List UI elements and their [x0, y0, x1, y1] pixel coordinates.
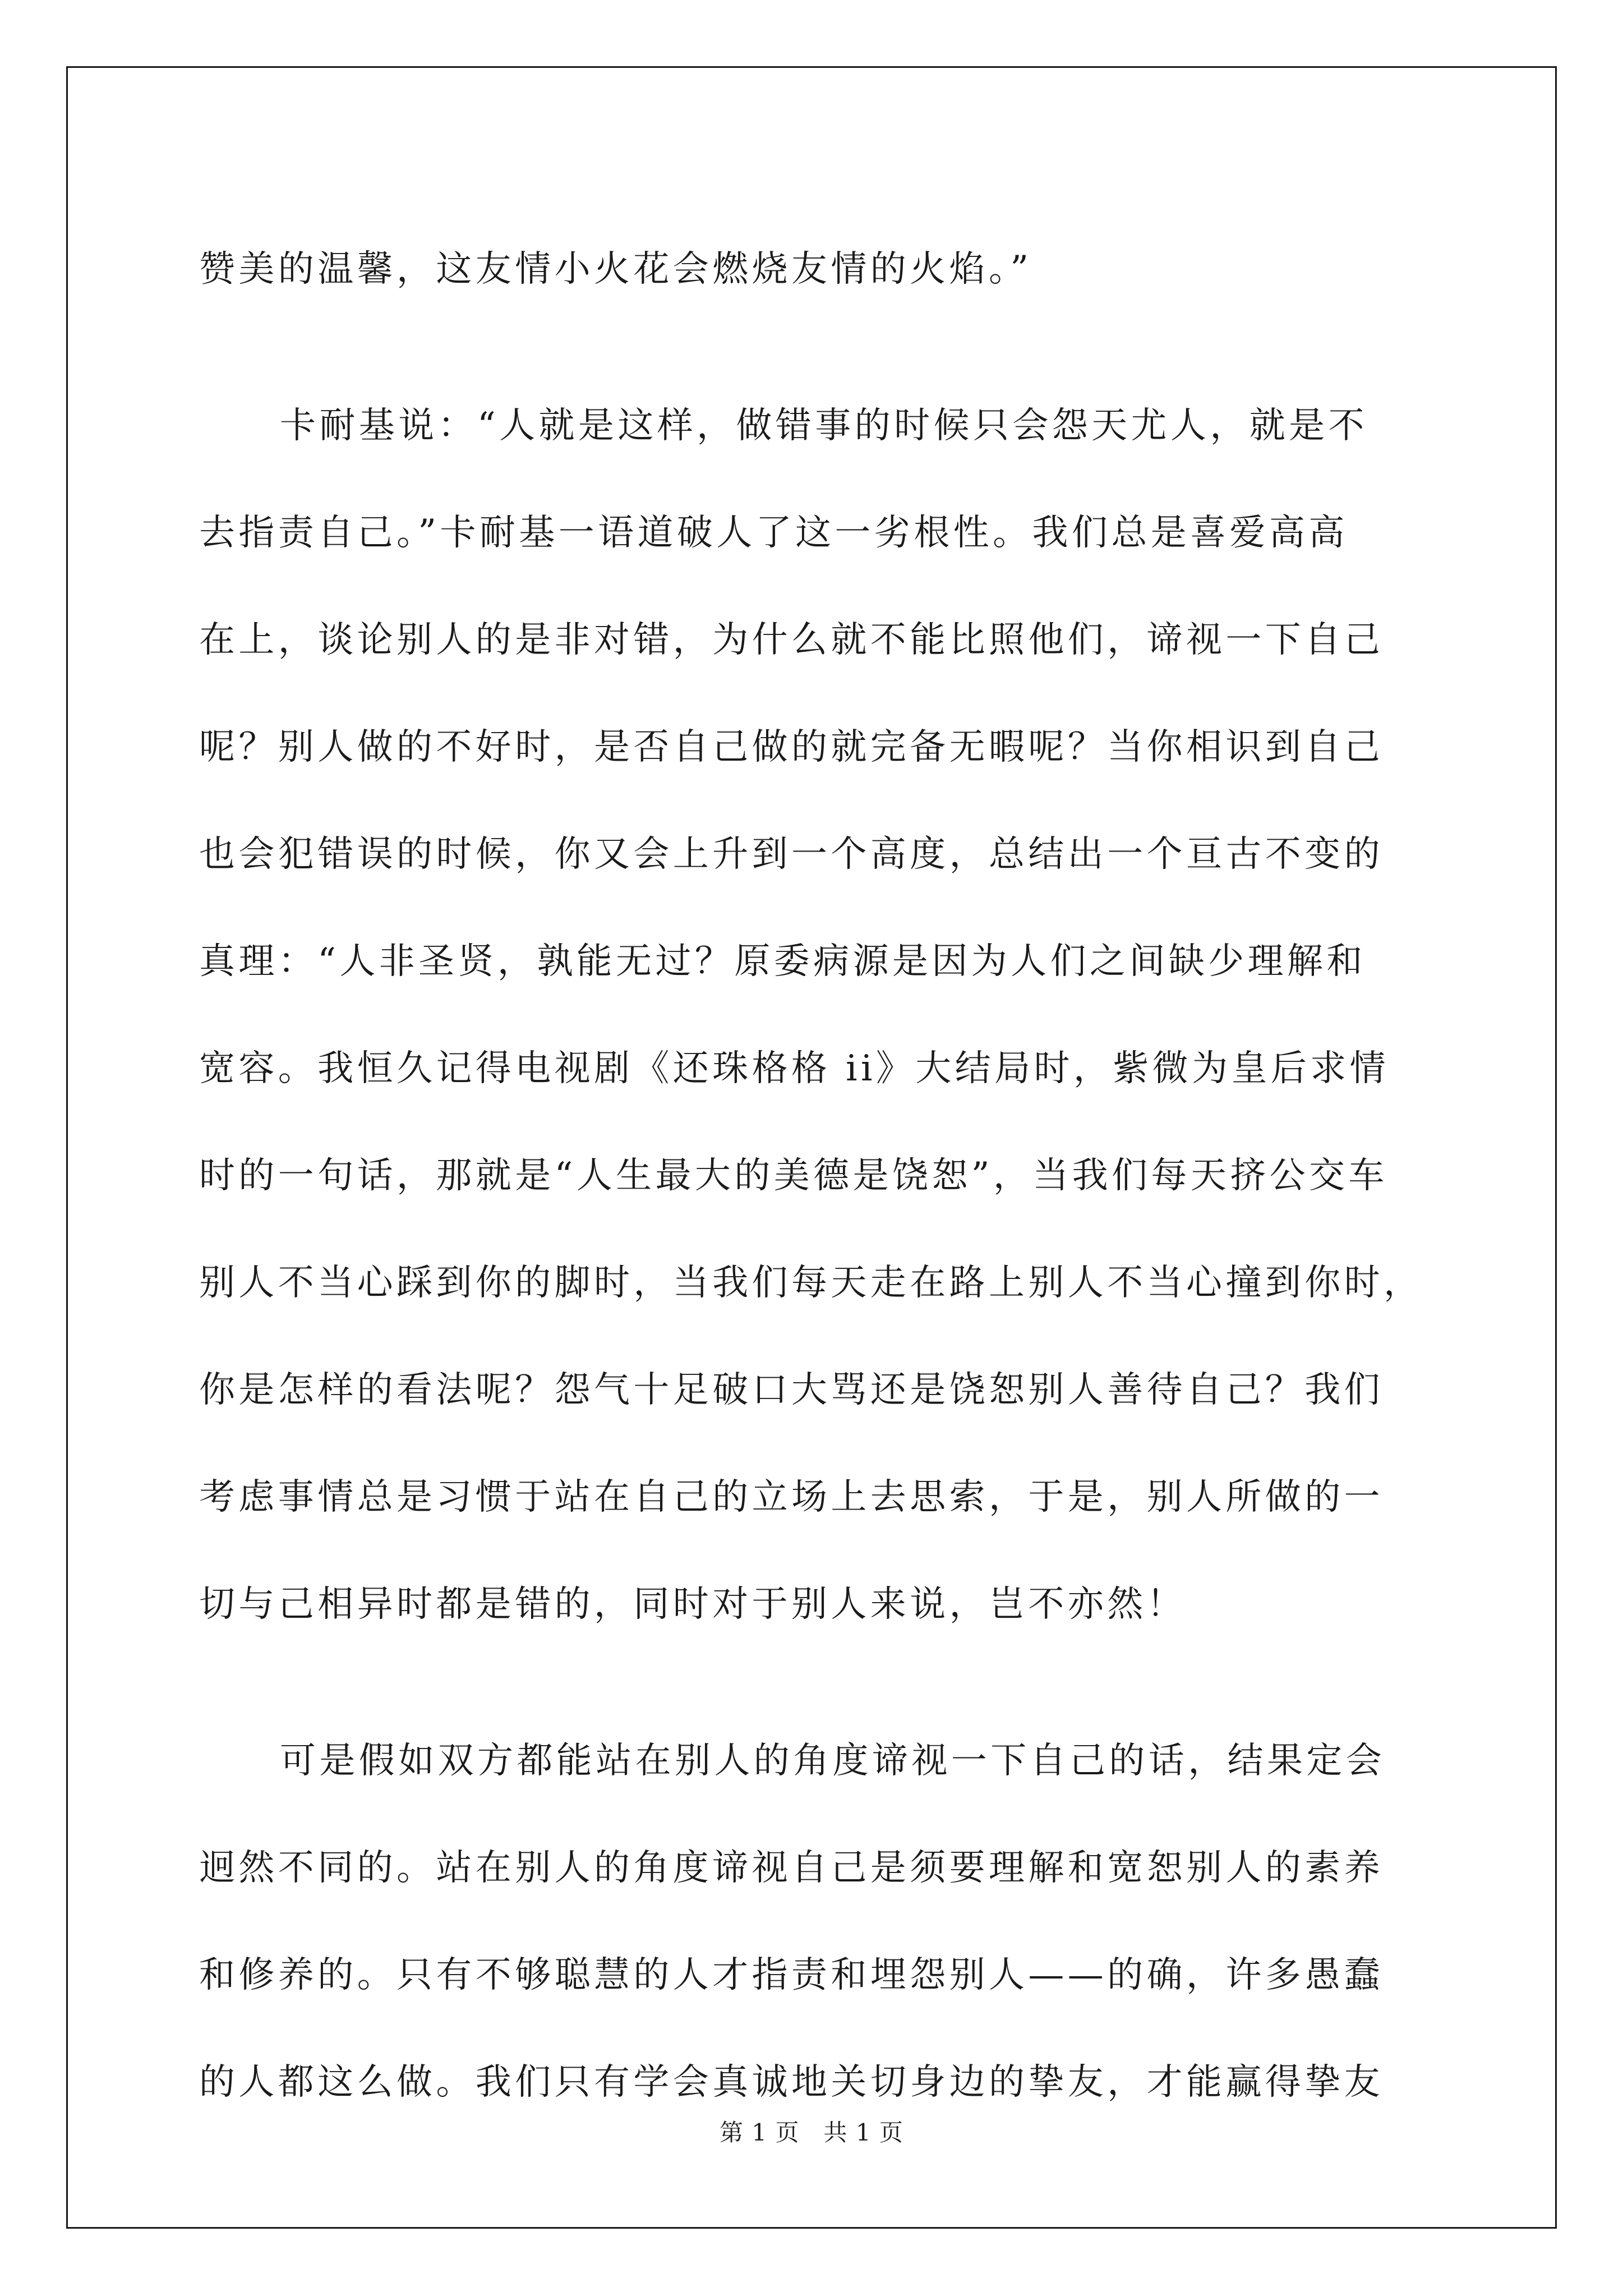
- paragraph-2-line-10: 你是怎样的看法呢？怨气十足破口大骂还是饶恕别人善待自己？我们: [199, 1369, 1384, 1411]
- paragraph-2-line-6: 真理：“人非圣贤，孰能无过？原委病源是因为人们之间缺少理解和: [199, 941, 1366, 982]
- paragraph-2-line-11: 考虑事情总是习惯于站在自己的立场上去思索，于是，别人所做的一: [199, 1476, 1384, 1518]
- paragraph-1-line-1: 赞美的温馨，这友情小火花会燃烧友情的火焰。”: [199, 249, 1032, 290]
- paragraph-2-line-7: 宽容。我恒久记得电视剧《还珠格格 ii》大结局时，紫微为皇后求情: [199, 1048, 1390, 1089]
- paragraph-3-line-1: 可是假如双方都能站在别人的角度谛视一下自己的话，结果定会: [280, 1740, 1386, 1782]
- paragraph-2-line-12: 切与己相异时都是错的，同时对于别人来说，岂不亦然！: [199, 1584, 1186, 1625]
- paragraph-3-line-4: 的人都这么做。我们只有学会真诚地关切身边的挚友，才能赢得挚友: [199, 2062, 1384, 2103]
- paragraph-2-line-4: 呢？别人做的不好时，是否自己做的就完备无暇呢？当你相识到自己: [199, 726, 1384, 768]
- paragraph-3-line-3: 和修养的。只有不够聪慧的人才指责和埋怨别人——的确，许多愚蠢: [199, 1954, 1384, 1996]
- paragraph-gap: [199, 1658, 1427, 1708]
- paragraph-2-line-5: 也会犯错误的时候，你又会上升到一个高度，总结出一个亘古不变的: [199, 834, 1384, 875]
- paragraph-2-line-9: 别人不当心踩到你的脚时，当我们每天走在路上别人不当心撞到你时，: [199, 1262, 1423, 1304]
- paragraph-2-line-3: 在上，谈论别人的是非对错，为什么就不能比照他们，谛视一下自己: [199, 619, 1384, 661]
- paragraph-gap: [199, 323, 1427, 372]
- page-number-footer: 第 1 页 共 1 页: [720, 2119, 903, 2146]
- paragraph-2-line-2: 去指责自己。”卡耐基一语道破人了这一劣根性。我们总是喜爱高高: [199, 512, 1348, 554]
- paragraph-3-line-2: 迥然不同的。站在别人的角度谛视自己是须要理解和宽恕别人的素养: [199, 1847, 1384, 1889]
- paragraph-2-line-1: 卡耐基说：“人就是这样，做错事的时候只会怨天尤人，就是不: [280, 405, 1368, 447]
- document-body: [199, 216, 1427, 2136]
- paragraph-2-line-8: 时的一句话，那就是“人生最大的美德是饶恕”，当我们每天挤公交车: [199, 1155, 1388, 1197]
